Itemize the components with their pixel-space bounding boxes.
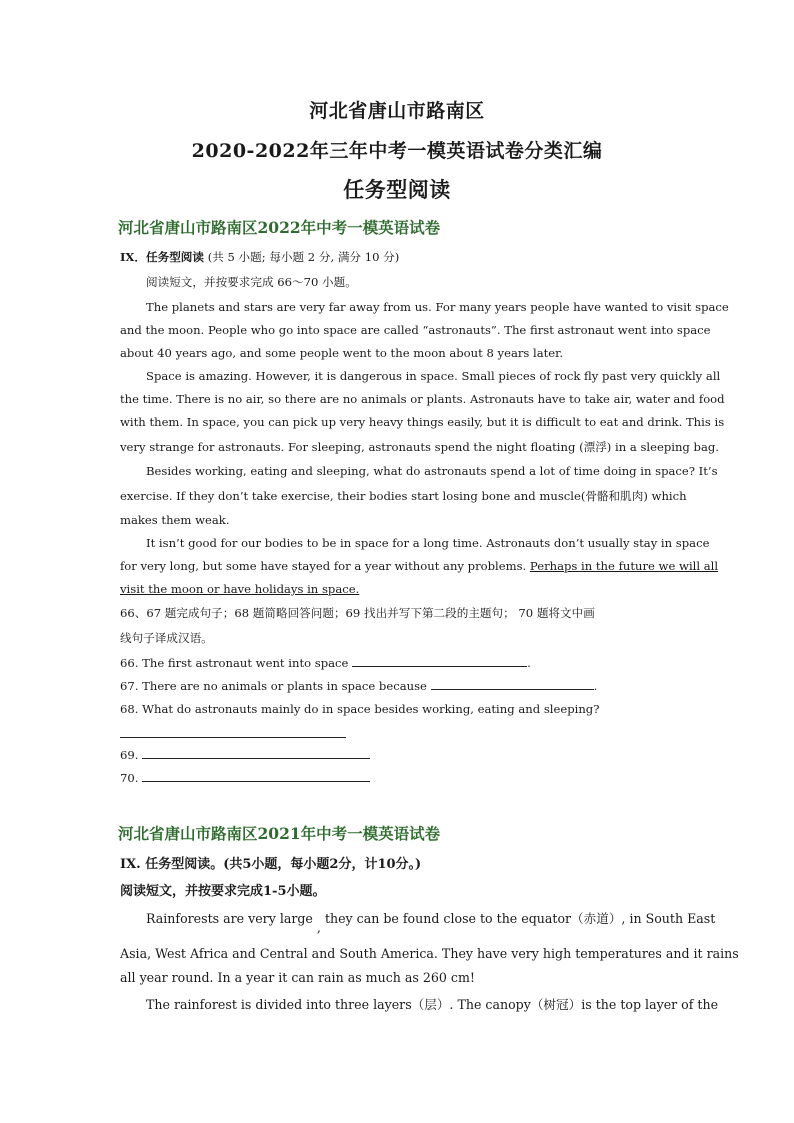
task-instruction-line2: 线句子译成汉语。 bbox=[120, 631, 213, 645]
passage-2021-line: Asia, West Africa and Central and South America. They have very high temperatures and it rains bbox=[120, 946, 739, 961]
passage-line: makes them weak. bbox=[120, 513, 230, 527]
passage-text: they can be found close to the equator（赤道）, in South East bbox=[324, 911, 716, 926]
question-68-text: 68. What do astronauts mainly do in space besides working, eating and sleeping? bbox=[120, 702, 600, 716]
period: . bbox=[593, 679, 598, 693]
question-69 bbox=[120, 748, 370, 762]
answer-blank-67[interactable] bbox=[431, 679, 594, 690]
passage-line: Besides working, eating and sleeping, what do astronauts spend a lot of time doing in space? It’s bbox=[146, 464, 718, 478]
task-instruction-line1: 66、67 题完成句子；68 题简略回答问题；69 找出并写下第二段的主题句； 70 题将文中画 bbox=[120, 606, 595, 620]
section-heading-2022: 河北省唐山市路南区2022年中考一模英语试卷 bbox=[118, 218, 441, 237]
passage-line: The planets and stars are very far away from us. For many years people have wanted to visit space bbox=[146, 300, 729, 314]
question-70 bbox=[120, 771, 370, 785]
question-number: IX． bbox=[120, 250, 147, 264]
question-title: 任务型阅读 bbox=[146, 250, 204, 264]
question-69-label: 69. bbox=[120, 748, 139, 762]
title-region: 河北省唐山市路南区 bbox=[309, 100, 485, 122]
title-exam-collection: 2020-2022年三年中考一模英语试卷分类汇编 bbox=[191, 140, 603, 162]
period: . bbox=[527, 656, 531, 670]
question-66-text: 66. The first astronaut went into space bbox=[120, 656, 349, 670]
comma: , bbox=[316, 920, 321, 935]
instruction-2021: 阅读短文，并按要求完成1-5小题。 bbox=[120, 884, 326, 899]
passage-text: for very long, but some have stayed for a year without any problems. bbox=[120, 559, 527, 573]
question-67 bbox=[120, 679, 597, 693]
answer-blank-68[interactable] bbox=[120, 737, 346, 738]
answer-blank-66[interactable] bbox=[352, 656, 527, 667]
underlined-sentence-part2: visit the moon or have holidays in space. bbox=[120, 582, 360, 596]
passage-line: and the moon. People who go into space are called “astronauts”. The first astronaut went into space bbox=[120, 323, 711, 337]
question-70-label: 70. bbox=[120, 771, 139, 785]
passage-line: with them. In space, you can pick up very heavy things easily, but it is difficult to eat and drink. This is bbox=[120, 415, 725, 429]
title-task-reading: 任务型阅读 bbox=[343, 177, 451, 202]
passage-line: very strange for astronauts. For sleeping, astronauts spend the night floating (漂浮) in a sleeping bag. bbox=[120, 440, 719, 454]
section-heading-2021: 河北省唐山市路南区2021年中考一模英语试卷 bbox=[118, 824, 441, 843]
answer-blank-69[interactable] bbox=[142, 748, 370, 759]
passage-2021-line: all year round. In a year it can rain as much as 260 cm! bbox=[120, 970, 475, 985]
underlined-sentence-part1: Perhaps in the future we will all bbox=[529, 559, 719, 573]
question-66 bbox=[120, 656, 531, 670]
answer-blank-70[interactable] bbox=[142, 771, 370, 782]
passage-line: the time. There is no air, so there are no animals or plants. Astronauts have to take air, water and food bbox=[120, 392, 725, 406]
passage-line: exercise. If they don’t take exercise, their bodies start losing bone and muscle(骨骼和肌肉) which bbox=[120, 489, 687, 503]
question-header-2022 bbox=[120, 249, 399, 265]
passage-line: about 40 years ago, and some people went to the moon about 8 years later. bbox=[120, 346, 564, 360]
passage-line: It isn’t good for our bodies to be in space for a long time. Astronauts don’t usually stay in space bbox=[146, 536, 710, 550]
instruction-2022: 阅读短文，并按要求完成 66～70 小题。 bbox=[146, 275, 357, 289]
question-info: (共 5 小题; 每小题 2 分, 满分 10 分) bbox=[207, 250, 400, 264]
passage-2021-line bbox=[146, 908, 716, 935]
passage-text: Rainforests are very large bbox=[146, 911, 313, 926]
passage-line: Space is amazing. However, it is dangerous in space. Small pieces of rock fly past very quickly all bbox=[146, 369, 721, 383]
passage-2021-line: The rainforest is divided into three layers（层）. The canopy（树冠）is the top layer of the bbox=[146, 997, 719, 1012]
passage-line bbox=[120, 559, 718, 573]
question-header-2021: IX. 任务型阅读。(共5小题，每小题2分，计10分。) bbox=[120, 857, 422, 872]
question-67-text: 67. There are no animals or plants in space because bbox=[120, 679, 427, 693]
